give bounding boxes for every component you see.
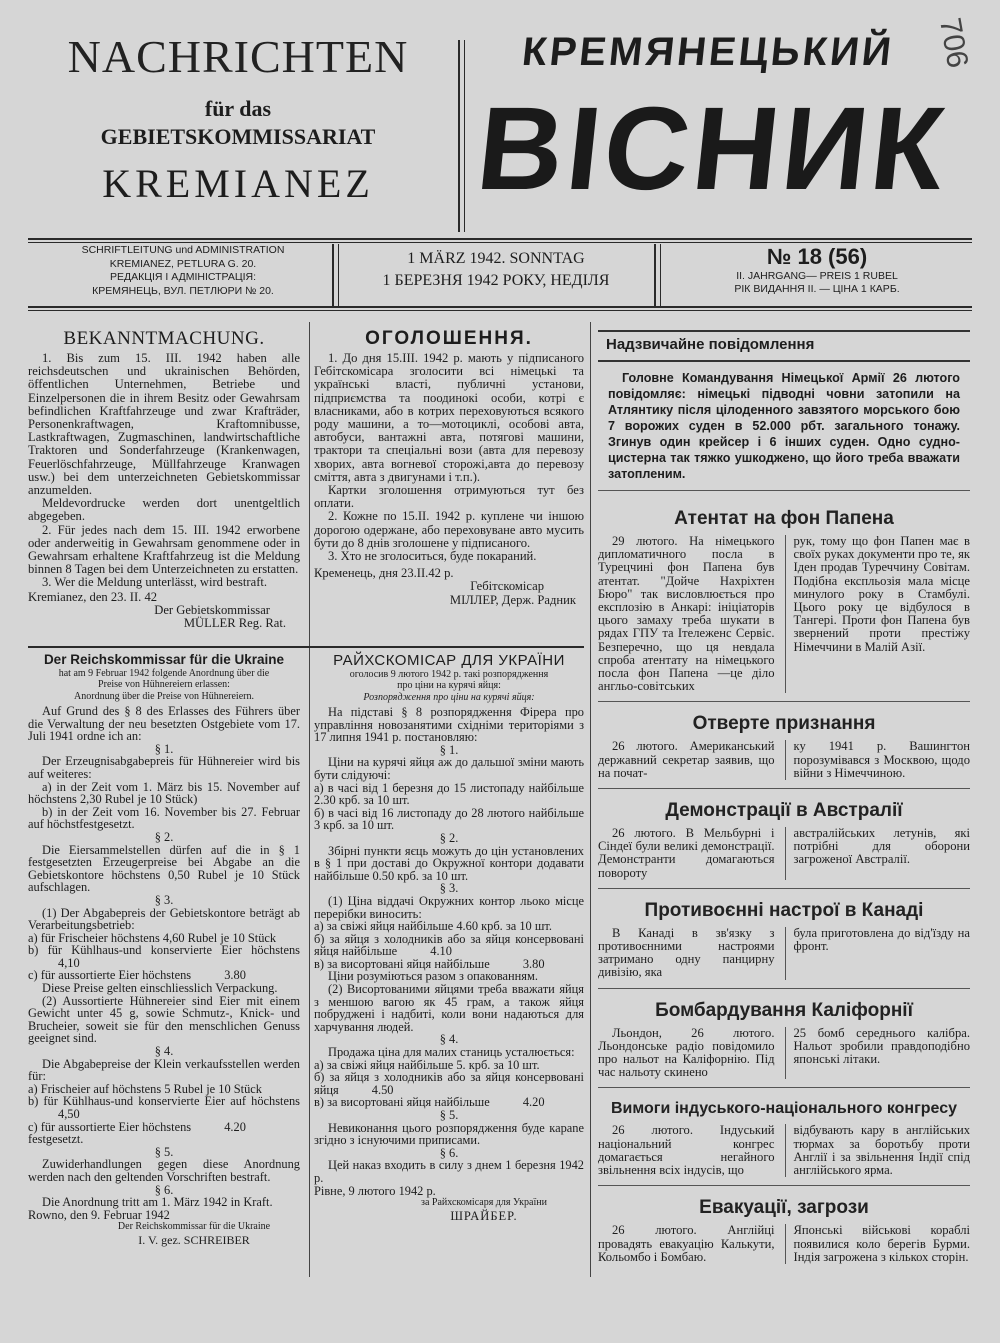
paragraph: Die Eiersammelstellen dürfen auf die in § 1 festgesetzten Erzeugerpreise bei Abgabe an die Gebietskontore höchstens 0,50 Rubel je 10 Stück aufschlagen. (28, 842, 300, 895)
date-ukrainian: 1 БЕРЕЗНЯ 1942 РОКУ, НЕДІЛЯ (382, 272, 610, 289)
imprint-line: KREMIANEZ, PETLURA G. 20. (109, 257, 257, 270)
section-rule-left (28, 646, 584, 648)
article-body (598, 827, 970, 880)
price-label: b) für Kühlhaus-und konservierte Eier auf höchstens (28, 1094, 300, 1109)
article-right-column: австралійських летунів, які потрібні для оборони загроженої Австралії. (785, 827, 971, 880)
reichskommissar-title: Der Reichskommissar für die Ukraine (43, 652, 285, 667)
oholoshennia-article (314, 328, 584, 607)
article-body (598, 740, 970, 780)
paragraph: b) in der Zeit vom 16. November bis 27. Februar auf höchstfestgesetzt. (28, 804, 300, 832)
price-german: II. JAHRGANG— PREIS 1 RUBEL (736, 270, 898, 282)
column-divider-right (590, 322, 591, 1277)
price-value: 4,10 (58, 955, 80, 970)
oholoshennia-title: ОГОЛОШЕННЯ. (365, 328, 533, 349)
price-value: 3.80 (224, 968, 246, 983)
article-body (598, 1027, 970, 1080)
oholoshennia-body (314, 352, 584, 563)
article-title: Вимоги індуського-національного конгресу (611, 1100, 957, 1118)
price-value: 4,50 (58, 1107, 80, 1121)
extra-title: Надзвичайне повідомлення (606, 336, 815, 353)
oholoshennia-signature-2: МІЛЛЕР, Держ. Радник (449, 592, 576, 607)
imprint-line: РЕДАКЦІЯ І АДМІНІСТРАЦІЯ: (109, 271, 257, 283)
article-left-column: 26 лютого. Американський державний секретар заявив, що на почат- (598, 739, 775, 780)
reichskommissar-subtitle-2: Anordnung über die Preise von Hühnereiern. (74, 691, 254, 702)
article-title: Отверте признання (692, 713, 876, 735)
date-german: 1 MÄRZ 1942. SONNTAG (407, 250, 585, 267)
section-mark: § 1. (154, 741, 174, 756)
masthead-divider (458, 40, 460, 232)
article-left-column: 26 лютого. Індуський національний конгрес домагається негайного звільнення всіх індусів, що (598, 1123, 775, 1178)
price-line: a) Frischeier auf höchstens 5 Rubel je 10 Stück (28, 1081, 262, 1096)
paragraph: 1. До дня 15.III. 1942 р. мають у підписаного Гебітскомісара зголосити всі німецькі та українські власті, публичні установи, підприємства та поодинокі особи, котрі є власниками, або в котрих переховуються всякого роду машини, а то—мотоциклі, особові авта, автобуси, вантажні авта, потягові машини, трактори та спеціальні вози (авта для перевозу хворих, авта вогневої сторожі,авта до перевозу сміття, авта з двигунами і т.п.). (314, 351, 584, 484)
info-divider-2 (654, 244, 656, 306)
price-line: а) в часі від 1 березня до 15 листопаду найбільше 2.30 крб. за 10 шт. (314, 780, 584, 808)
date-block (340, 248, 652, 292)
price-line: а) за свіжі яйця найбільше 5. крб. за 10 шт. (314, 1057, 540, 1072)
price-label: c) für aussortierte Eier höchstens (28, 1119, 192, 1134)
section-mark: § 4. (439, 1032, 459, 1047)
article-left-column: Льондон, 26 лютого. Льондонське радіо повідомило про нальот на Каліфорнію. Під час нальоту скинено (598, 1025, 775, 1080)
de-title: NACHRICHTEN (67, 31, 409, 82)
article-left-column: В Канаді в зв'язку з противоєнними настроями затримано одну панцирну дивізію, яка (598, 925, 775, 980)
section-mark: § 1. (439, 742, 459, 757)
section-mark: § 2. (154, 829, 174, 844)
price-line: б) в часі від 16 листопаду до 28 лютого найбільше 3 крб. за 10 шт. (314, 805, 584, 833)
paragraph: a) in der Zeit vom 1. März bis 15. November auf höchstens 2,30 Rubel je 10 Stück) (28, 779, 300, 807)
paragraph: Die Anordnung tritt am 1. März 1942 in Kraft. (42, 1195, 273, 1210)
price-label: в) за висортовані яйця найбільше (314, 1095, 490, 1110)
price-value: 4.50 (371, 1082, 394, 1097)
bekanntmachung-body (28, 352, 300, 590)
bekanntmachung-signature-1: Der Gebietskommissar (154, 602, 270, 617)
oholoshennia-place: Кременець, дня 23.II.42 р. (314, 566, 454, 581)
article-right-column: ку 1941 р. Вашингтон порозумівався з Москвою, щодо війни з Німеччиною. (785, 740, 971, 780)
info-rule-top-2 (28, 242, 972, 243)
article-body (598, 927, 970, 980)
paragraph: Diese Preise gelten einschliesslich Verpackung. (42, 981, 278, 996)
paragraph: Ціни на курячі яйця аж до дальшої зміни мають бути слідуючі: (314, 755, 584, 782)
paragraph: Цей наказ входить в силу з днем 1 березня 1942 р. (314, 1158, 584, 1185)
reichskommissar-article (28, 652, 300, 1247)
reichskommissar-subtitle: hat am 9 Februar 1942 folgende Anordnung über die Preise von Hühnereiern erlassen: (58, 668, 270, 690)
oholoshennia-signature-1: Гебітскомісар (470, 579, 544, 594)
paragraph: Невиконання цього розпорядження буде карane згідно з існуючими приписами. (314, 1120, 584, 1148)
section-mark: § 5. (439, 1108, 459, 1122)
raikhskomisar-title: РАЙХСКОМІСАР ДЛЯ УКРАЇНИ (333, 652, 565, 669)
info-rule-bottom-2 (28, 310, 972, 311)
raikhskomisar-signature-1: за Райхскомісаря для України (421, 1197, 547, 1209)
paragraph: 3. Wer die Meldung unterlässt, wird bestraft. (42, 575, 268, 590)
column-divider-left (309, 322, 310, 1277)
paragraph: Die Abgabepreise der Klein verkaufsstellen werden für: (28, 1056, 300, 1084)
raikhskomisar-place: Рівне, 9 лютого 1942 р. (314, 1183, 436, 1198)
article-title: Бомбардування Каліфорнії (655, 999, 913, 1021)
price-value: 4.20 (224, 1119, 246, 1134)
price-value: 4.10 (430, 944, 452, 959)
paragraph: Продажа ціна для малих станиць усталюється: (328, 1045, 575, 1060)
bekanntmachung-title: BEKANNTMACHUNG. (63, 328, 265, 349)
masthead (0, 0, 1000, 240)
ua-title-large: ВІСНИК (471, 83, 955, 215)
section-mark: § 4. (154, 1044, 174, 1059)
imprint (40, 244, 326, 298)
reichskommissar-signature-1: Der Reichskommissar für die Ukraine (117, 1221, 271, 1233)
raikhskomisar-subtitle: оголосив 9 лютого 1942 р. такі розпорядження про ціни на курячі яйця: (349, 669, 549, 691)
price-ukrainian: РІК ВИДАННЯ II. — ЦІНА 1 КАРБ. (734, 283, 900, 295)
price-line (28, 1095, 300, 1120)
price-line: a) für Frischeier höchstens 4,60 Rubel je 10 Stück (28, 930, 277, 945)
article-right-column: відбувають кару в англійських тюрмах за боротьбу проти Англії і за звільнення Індії спід англійського ярма. (785, 1124, 971, 1177)
article-body (598, 1224, 970, 1264)
article-left-column: 29 лютого. На німецького дипломатичного посла в Турецчині фон Папена був атентат. "Дойче Нахріхтен Бюро" так висловлюється про експлозію в Анкарі: ініціаторів цього замаху треба шукати в рядах ГПУ та Ітележенс Сервіс. Безперечно, що ця невдала спроба атентату на німецького посла фон Папена —це діло англьо-совітських (598, 534, 775, 694)
info-divider-2b (660, 244, 661, 306)
section-mark: § 6. (439, 1145, 459, 1160)
paragraph: 2. Für jedes nach dem 15. III. 1942 erworbene oder anderweitig in Gewahrsam genommene oder in Gewahrsam erhaltene Kraftfahrzeug ist die Meldung binnen 8 Tagen bei dem Unterzeichneten zu erstatten. (28, 522, 300, 577)
price-label: в) за висортовані яйця найбільше (314, 956, 490, 971)
de-subtitle-2: GEBIETSKOMMISSARIAT (100, 124, 376, 149)
bekanntmachung-place: Kremianez, den 23. II. 42 (28, 589, 158, 604)
paragraph: (2) Висортованими яйцями треба вважати яйця з меншою вагою як 45 грам, а також яйця побруджені і надбиті, коли вони надаються для харчування людей. (314, 982, 584, 1034)
ua-title-small: КРЕМЯНЕЦЬКИЙ (520, 30, 897, 74)
bekanntmachung-article (28, 328, 300, 630)
section-mark: § 5. (154, 1144, 174, 1159)
paragraph: (1) Ціна віддачі Окружних контор льоко місце перерібки виносить: (314, 893, 584, 921)
paragraph: Meldevordrucke werden dort unentgeltlich abgegeben. (28, 496, 300, 524)
reichskommissar-signature-2: I. V. gez. SCHREIBER (138, 1233, 250, 1248)
paragraph: Збірні пункти яєць можуть до цін установлених в § 1 при доставі до Окружної контори додавати найбільше 0.50 крб. за 10 шт. (314, 843, 584, 883)
info-divider-1 (332, 244, 334, 306)
paragraph: Ціни розуміються разом з опакованням. (328, 969, 538, 984)
de-city: KREMIANEZ (102, 161, 374, 206)
section-mark: § 2. (439, 830, 459, 845)
section-mark: § 3. (154, 892, 174, 907)
price-label: б) за яйця з холодників або за яйця консервовані яйця (314, 1070, 584, 1097)
price-value: 3.80 (522, 956, 545, 971)
price-line (28, 944, 300, 969)
article-title: Евакуації, загрози (699, 1197, 869, 1219)
paragraph: Zuwiderhandlungen gegen diese Anordnung werden nach den geltenden Vorschriften bestraft. (28, 1157, 300, 1184)
paragraph: Auf Grund des § 8 des Erlasses des Führers über die Verwaltung der neu besetzten Ostgebiete vom 17. Juli 1941 ordne ich an: (28, 704, 300, 744)
paragraph: Der Erzeugnisabgabepreis für Hühnereier wird bis auf weiteres: (28, 754, 300, 781)
price-label: c) für aussortierte Eier höchstens (28, 968, 192, 983)
paragraph: (2) Aussortierte Hühnereier sind Eier mit einem Gewicht unter 45 g, sowie Schmutz-, Knick- und Brucheier, soweit sie für den menschlichen Genuss geeignet sind. (28, 993, 300, 1046)
reichskommissar-place: Rowno, den 9. Februar 1942 (28, 1207, 170, 1222)
article-title: Противоєнні настрої в Канаді (644, 899, 924, 921)
paragraph: 3. Хто не зголоситься, буде покараний. (328, 549, 537, 564)
issue-block (664, 244, 970, 296)
article-right-column: 25 бомб середнього калібра. Нальот зробили правдоподібно японські літаки. (785, 1027, 971, 1080)
article-right-column: Японські військові кораблі появилися коло берегів Бурми. Індія загрожена з кількох сторін. (785, 1224, 971, 1264)
price-label: б) за яйця з холодників або за яйця консервовані яйця найбільше (314, 931, 584, 959)
section-mark: § 3. (439, 881, 459, 896)
raikhskomisar-body (314, 706, 584, 1197)
price-line: а) за свіжі яйця найбільше 4.60 крб. за 10 шт. (314, 919, 552, 934)
article-title: Демонстрації в Австралії (665, 800, 903, 822)
raikhskomisar-article (314, 652, 584, 1223)
paragraph: Картки зголошення отримуються тут без оплати. (314, 483, 584, 511)
article-right-column: була приготовлена до від'їзду на фронт. (785, 927, 971, 980)
article-body (598, 535, 970, 693)
info-rule-top (28, 238, 972, 240)
extra-box (598, 330, 970, 362)
paragraph: 2. Кожне по 15.II. 1942 р. куплене чи іншою дорогою одержане, або переховуване авто мусить бути до 8 днів зголошене у підписаного. (314, 509, 584, 550)
article-body (598, 1124, 970, 1177)
price-line (314, 1071, 584, 1096)
article-title: Атентат на фон Папена (674, 508, 894, 529)
paragraph: (1) Der Abgabepreis der Gebietskontore beträgt ab Verarbeitungsbetrieb: (28, 905, 300, 933)
issue-number: № 18 (56) (766, 244, 868, 269)
reichskommissar-body (28, 705, 300, 1221)
info-rule-bottom (28, 306, 972, 308)
info-divider-1b (338, 244, 339, 306)
handwritten-number: 706 (932, 15, 975, 71)
raikhskomisar-signature-2: ШРАЙБЕР. (450, 1209, 518, 1224)
price-value: 4.20 (522, 1095, 545, 1110)
article-left-column: 26 лютого. В Мельбурні і Сіндеї були великі демонстрації. Демонстранти домагаються повороту (598, 826, 775, 880)
extra-text: Головне Командування Німецької Армії 26 лютого повідомляє: німецькі підводні човни затопили на Атлянтику після цілоденного завзятого морського бою 7 ворожих суден в 52.000 рбт. загального тонажу. Згинув один крейсер і 6 інших суден. Одно судно-цистерна так тяжко ушкоджено, що його треба вважати затопленим. (598, 362, 970, 491)
raikhskomisar-subtitle-2: Розпорядження про ціни на курячі яйця: (363, 692, 535, 703)
imprint-line: КРЕМЯНЕЦЬ, ВУЛ. ПЕТЛЮРИ № 20. (92, 284, 274, 297)
price-line (314, 933, 584, 958)
article-left-column: 26 лютого. Англійці провадять евакуацію Калькути, Кольомбо і Бомбаю. (598, 1223, 775, 1264)
price-label: b) für Kühlhaus-und konservierte Eier höchstens (28, 943, 300, 958)
article-right-column: рук, тому що фон Папен має в своїх руках документи про те, як Іден продав Туреччину Совітам. Подібна експльозія мала місце минулого року в Стамбулі. Цього року це відбулося в Тангері. Проти фон Папена був звернений проти престіжу Німеччини в Малій Азії. (785, 535, 971, 693)
news-column (598, 330, 970, 1264)
imprint-line: SCHRIFTLEITUNG und ADMINISTRATION (81, 244, 285, 256)
paragraph: На підставі § 8 розпорядження Фірера про управління новозанятими східніми територіями з 17 липня 1941 р. постановляю: (314, 705, 584, 745)
paragraph: 1. Bis zum 15. III. 1942 haben alle reichsdeutschen und ukrainischen Behörden, öffentlichen Unternehmen, Betriebe und Einzelpersonen die in ihrem Besitz oder Gewahrsam befindlichen Kraftfahrzeuge und zwar Krafträder, Personenkraftwagen, Kraftomnibusse, Lastkraftwagen, Zugmaschinen, landwirtschaftliche Traktoren und Sonderfahrzeuge (Krankenwagen, Feuerlöschfahrzeuge, Müllfahrzeuge Kranwagen usw.) bei dem unterzeichneten Gebietskommissar anzumelden. (28, 351, 300, 498)
price-line: festgesetzt. (28, 1132, 84, 1147)
de-subtitle-1: für das (204, 96, 272, 121)
section-mark: § 6. (154, 1182, 174, 1197)
bekanntmachung-signature-2: MÜLLER Reg. Rat. (183, 616, 286, 631)
masthead-divider-2 (464, 40, 465, 232)
